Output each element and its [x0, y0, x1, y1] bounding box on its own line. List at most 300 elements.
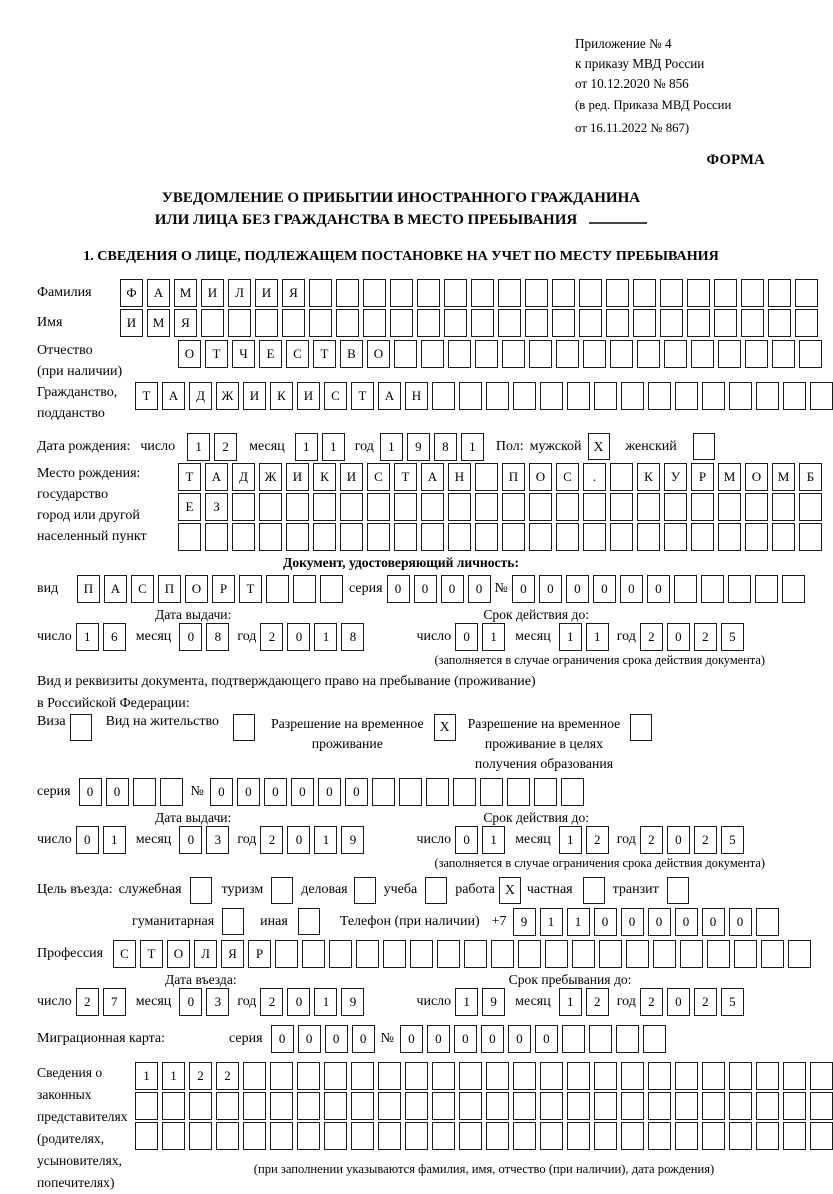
form-cell[interactable]: 1 — [380, 433, 403, 461]
form-cell[interactable]: 2 — [640, 623, 663, 651]
form-cell[interactable]: Л — [228, 279, 251, 307]
form-cell[interactable] — [459, 1092, 482, 1120]
form-cell[interactable] — [459, 1122, 482, 1150]
form-cell[interactable]: 0 — [621, 908, 644, 936]
form-cell[interactable] — [255, 309, 278, 337]
form-cell[interactable] — [755, 575, 778, 603]
residence-series-cells[interactable] — [79, 778, 183, 806]
doc-expiry-year-cells[interactable] — [640, 623, 744, 651]
form-cell[interactable] — [266, 575, 289, 603]
form-cell[interactable] — [502, 493, 525, 521]
form-cell[interactable] — [567, 382, 590, 410]
form-cell[interactable] — [718, 523, 741, 551]
form-cell[interactable] — [795, 279, 818, 307]
form-cell[interactable] — [633, 279, 656, 307]
entry-month-cells[interactable] — [179, 988, 229, 1016]
phone-cells[interactable] — [513, 908, 779, 936]
form-cell[interactable]: 8 — [341, 623, 364, 651]
form-cell[interactable]: 5 — [721, 988, 744, 1016]
form-cell[interactable] — [160, 778, 183, 806]
form-cell[interactable]: И — [340, 463, 363, 491]
form-cell[interactable] — [270, 1062, 293, 1090]
form-cell[interactable] — [324, 1122, 347, 1150]
form-cell[interactable]: 0 — [512, 575, 535, 603]
form-cell[interactable] — [637, 493, 660, 521]
form-cell[interactable] — [313, 493, 336, 521]
form-cell[interactable] — [761, 940, 784, 968]
birth-place-cells-row3[interactable] — [178, 523, 822, 551]
form-cell[interactable] — [772, 340, 795, 368]
form-cell[interactable]: А — [104, 575, 127, 603]
form-cell[interactable] — [660, 279, 683, 307]
migration-number-cells[interactable] — [400, 1025, 666, 1053]
form-cell[interactable] — [567, 1062, 590, 1090]
form-cell[interactable] — [378, 1122, 401, 1150]
form-cell[interactable] — [664, 493, 687, 521]
form-cell[interactable] — [745, 523, 768, 551]
form-cell[interactable] — [633, 309, 656, 337]
form-cell[interactable]: 2 — [640, 988, 663, 1016]
doc-expiry-month-cells[interactable] — [559, 623, 609, 651]
form-cell[interactable] — [405, 1062, 428, 1090]
form-cell[interactable]: 0 — [352, 1025, 375, 1053]
form-cell[interactable] — [216, 1122, 239, 1150]
form-cell[interactable] — [772, 493, 795, 521]
form-cell[interactable]: Т — [394, 463, 417, 491]
form-cell[interactable] — [286, 523, 309, 551]
form-cell[interactable]: 0 — [79, 778, 102, 806]
form-cell[interactable] — [480, 778, 503, 806]
form-cell[interactable] — [756, 1122, 779, 1150]
form-cell[interactable]: 0 — [271, 1025, 294, 1053]
form-cell[interactable] — [394, 493, 417, 521]
form-cell[interactable] — [475, 340, 498, 368]
form-cell[interactable]: С — [367, 463, 390, 491]
form-cell[interactable] — [297, 1092, 320, 1120]
form-cell[interactable]: Ж — [259, 463, 282, 491]
form-cell[interactable] — [675, 1062, 698, 1090]
form-cell[interactable]: Р — [248, 940, 271, 968]
form-cell[interactable] — [471, 309, 494, 337]
citizenship-cells[interactable] — [135, 382, 833, 410]
form-cell[interactable] — [583, 340, 606, 368]
form-cell[interactable]: 2 — [76, 988, 99, 1016]
form-cell[interactable] — [178, 523, 201, 551]
doc-kind-cells[interactable] — [77, 575, 343, 603]
migration-series-cells[interactable] — [271, 1025, 375, 1053]
form-cell[interactable]: И — [297, 382, 320, 410]
form-cell[interactable] — [579, 309, 602, 337]
form-cell[interactable] — [201, 309, 224, 337]
representatives-cells-row3[interactable] — [135, 1122, 833, 1150]
form-cell[interactable] — [529, 493, 552, 521]
form-cell[interactable]: 1 — [567, 908, 590, 936]
form-cell[interactable] — [162, 1092, 185, 1120]
form-cell[interactable] — [799, 523, 822, 551]
form-cell[interactable]: 1 — [162, 1062, 185, 1090]
form-cell[interactable] — [464, 940, 487, 968]
form-cell[interactable] — [606, 309, 629, 337]
form-cell[interactable]: 9 — [482, 988, 505, 1016]
form-cell[interactable]: 0 — [455, 623, 478, 651]
form-cell[interactable]: 0 — [539, 575, 562, 603]
form-cell[interactable]: Р — [691, 463, 714, 491]
form-cell[interactable] — [675, 1122, 698, 1150]
form-cell[interactable] — [572, 940, 595, 968]
form-cell[interactable] — [459, 382, 482, 410]
form-cell[interactable] — [410, 940, 433, 968]
form-cell[interactable]: 6 — [103, 623, 126, 651]
form-cell[interactable]: 8 — [206, 623, 229, 651]
form-cell[interactable] — [459, 1062, 482, 1090]
purpose-business-checkbox[interactable] — [354, 877, 376, 904]
form-cell[interactable] — [741, 279, 764, 307]
form-cell[interactable]: 0 — [387, 575, 410, 603]
form-cell[interactable]: Я — [221, 940, 244, 968]
form-cell[interactable]: Р — [212, 575, 235, 603]
form-cell[interactable] — [135, 1092, 158, 1120]
form-cell[interactable] — [471, 279, 494, 307]
birth-day-cells[interactable] — [187, 433, 237, 461]
form-cell[interactable] — [680, 940, 703, 968]
form-cell[interactable]: Я — [174, 309, 197, 337]
form-cell[interactable] — [621, 1092, 644, 1120]
form-cell[interactable] — [437, 940, 460, 968]
form-cell[interactable] — [707, 940, 730, 968]
form-cell[interactable] — [810, 1062, 833, 1090]
form-cell[interactable] — [594, 1092, 617, 1120]
form-cell[interactable]: О — [185, 575, 208, 603]
form-cell[interactable]: Т — [313, 340, 336, 368]
form-cell[interactable] — [664, 523, 687, 551]
form-cell[interactable] — [552, 279, 575, 307]
form-cell[interactable]: 0 — [414, 575, 437, 603]
form-cell[interactable] — [621, 382, 644, 410]
visa-checkbox[interactable] — [70, 714, 92, 741]
form-cell[interactable] — [286, 493, 309, 521]
form-cell[interactable]: 2 — [260, 623, 283, 651]
form-cell[interactable] — [745, 340, 768, 368]
form-cell[interactable] — [594, 382, 617, 410]
form-cell[interactable]: 7 — [103, 988, 126, 1016]
form-cell[interactable] — [745, 493, 768, 521]
form-cell[interactable]: 0 — [345, 778, 368, 806]
form-cell[interactable]: 0 — [535, 1025, 558, 1053]
form-cell[interactable] — [701, 575, 724, 603]
form-cell[interactable]: 0 — [675, 908, 698, 936]
form-cell[interactable] — [270, 1092, 293, 1120]
form-cell[interactable] — [702, 1092, 725, 1120]
form-cell[interactable]: 0 — [593, 575, 616, 603]
form-cell[interactable] — [232, 493, 255, 521]
form-cell[interactable]: М — [147, 309, 170, 337]
purpose-tourism-checkbox[interactable] — [271, 877, 293, 904]
form-cell[interactable] — [702, 382, 725, 410]
form-cell[interactable] — [643, 1025, 666, 1053]
form-cell[interactable]: 1 — [559, 623, 582, 651]
form-cell[interactable] — [390, 309, 413, 337]
form-cell[interactable] — [674, 575, 697, 603]
birth-year-cells[interactable] — [380, 433, 484, 461]
form-cell[interactable]: О — [178, 340, 201, 368]
form-cell[interactable] — [788, 940, 811, 968]
form-cell[interactable]: Т — [135, 382, 158, 410]
form-cell[interactable]: 1 — [295, 433, 318, 461]
form-cell[interactable] — [351, 1062, 374, 1090]
form-cell[interactable] — [589, 1025, 612, 1053]
form-cell[interactable] — [562, 1025, 585, 1053]
form-cell[interactable]: 0 — [667, 826, 690, 854]
form-cell[interactable]: 0 — [481, 1025, 504, 1053]
form-cell[interactable] — [309, 279, 332, 307]
form-cell[interactable]: Я — [282, 279, 305, 307]
form-cell[interactable] — [714, 309, 737, 337]
form-cell[interactable] — [390, 279, 413, 307]
form-cell[interactable] — [621, 1062, 644, 1090]
form-cell[interactable]: О — [529, 463, 552, 491]
form-cell[interactable] — [664, 340, 687, 368]
doc-issue-day-cells[interactable] — [76, 623, 126, 651]
form-cell[interactable] — [782, 575, 805, 603]
form-cell[interactable] — [783, 382, 806, 410]
form-cell[interactable] — [756, 908, 779, 936]
form-cell[interactable]: Ч — [232, 340, 255, 368]
form-cell[interactable] — [729, 1062, 752, 1090]
patronymic-cells[interactable] — [178, 340, 822, 368]
form-cell[interactable] — [567, 1122, 590, 1150]
purpose-transit-checkbox[interactable] — [667, 877, 689, 904]
form-cell[interactable]: 0 — [647, 575, 670, 603]
form-cell[interactable] — [795, 309, 818, 337]
form-cell[interactable]: С — [324, 382, 347, 410]
form-cell[interactable]: Н — [405, 382, 428, 410]
form-cell[interactable] — [282, 309, 305, 337]
form-cell[interactable] — [610, 340, 633, 368]
form-cell[interactable] — [783, 1092, 806, 1120]
form-cell[interactable] — [421, 340, 444, 368]
form-cell[interactable]: 2 — [640, 826, 663, 854]
form-cell[interactable] — [783, 1062, 806, 1090]
form-cell[interactable]: Б — [799, 463, 822, 491]
purpose-work-checkbox[interactable]: X — [499, 877, 521, 904]
form-cell[interactable] — [648, 1122, 671, 1150]
form-cell[interactable] — [417, 279, 440, 307]
form-cell[interactable] — [616, 1025, 639, 1053]
form-cell[interactable] — [302, 940, 325, 968]
form-cell[interactable] — [610, 493, 633, 521]
form-cell[interactable]: Л — [194, 940, 217, 968]
form-cell[interactable] — [432, 1122, 455, 1150]
form-cell[interactable]: 3 — [206, 988, 229, 1016]
form-cell[interactable] — [243, 1062, 266, 1090]
form-cell[interactable]: Т — [178, 463, 201, 491]
form-cell[interactable] — [783, 1122, 806, 1150]
form-cell[interactable]: 2 — [586, 988, 609, 1016]
form-cell[interactable]: 1 — [314, 988, 337, 1016]
form-cell[interactable] — [579, 279, 602, 307]
doc-number-cells[interactable] — [512, 575, 805, 603]
form-cell[interactable] — [545, 940, 568, 968]
birth-place-cells-row2[interactable] — [178, 493, 822, 521]
form-cell[interactable] — [394, 340, 417, 368]
form-cell[interactable]: . — [583, 463, 606, 491]
form-cell[interactable]: 0 — [298, 1025, 321, 1053]
form-cell[interactable] — [810, 1122, 833, 1150]
form-cell[interactable]: 2 — [260, 988, 283, 1016]
form-cell[interactable] — [756, 382, 779, 410]
form-cell[interactable] — [799, 493, 822, 521]
form-cell[interactable] — [491, 940, 514, 968]
form-cell[interactable] — [405, 1122, 428, 1150]
form-cell[interactable] — [340, 523, 363, 551]
form-cell[interactable] — [594, 1122, 617, 1150]
form-cell[interactable]: 0 — [325, 1025, 348, 1053]
form-cell[interactable]: 2 — [694, 988, 717, 1016]
form-cell[interactable] — [525, 279, 548, 307]
form-cell[interactable] — [453, 778, 476, 806]
form-cell[interactable]: Е — [178, 493, 201, 521]
stay-day-cells[interactable] — [455, 988, 505, 1016]
form-cell[interactable]: 0 — [441, 575, 464, 603]
form-cell[interactable] — [320, 575, 343, 603]
form-cell[interactable] — [363, 309, 386, 337]
form-cell[interactable] — [351, 1122, 374, 1150]
form-cell[interactable] — [502, 340, 525, 368]
doc-series-cells[interactable] — [387, 575, 491, 603]
form-cell[interactable] — [507, 778, 530, 806]
form-cell[interactable]: 9 — [341, 988, 364, 1016]
residence-issue-month-cells[interactable] — [179, 826, 229, 854]
form-cell[interactable]: И — [255, 279, 278, 307]
form-cell[interactable] — [383, 940, 406, 968]
form-cell[interactable] — [324, 1092, 347, 1120]
form-cell[interactable] — [270, 1122, 293, 1150]
form-cell[interactable] — [648, 1062, 671, 1090]
form-cell[interactable] — [556, 340, 579, 368]
form-cell[interactable] — [648, 382, 671, 410]
form-cell[interactable]: О — [367, 340, 390, 368]
residence-issue-day-cells[interactable] — [76, 826, 126, 854]
doc-expiry-day-cells[interactable] — [455, 623, 505, 651]
form-cell[interactable] — [741, 309, 764, 337]
temp-residence-checkbox[interactable]: X — [434, 714, 456, 741]
form-cell[interactable]: 5 — [721, 623, 744, 651]
form-cell[interactable]: 0 — [318, 778, 341, 806]
form-cell[interactable]: О — [745, 463, 768, 491]
representatives-cells-row1[interactable] — [135, 1062, 833, 1090]
form-cell[interactable] — [718, 493, 741, 521]
form-cell[interactable]: Д — [232, 463, 255, 491]
purpose-official-checkbox[interactable] — [190, 877, 212, 904]
form-cell[interactable]: 3 — [206, 826, 229, 854]
form-cell[interactable]: 0 — [566, 575, 589, 603]
form-cell[interactable]: Ф — [120, 279, 143, 307]
form-cell[interactable]: 0 — [76, 826, 99, 854]
form-cell[interactable] — [714, 279, 737, 307]
form-cell[interactable] — [687, 279, 710, 307]
form-cell[interactable]: 1 — [586, 623, 609, 651]
form-cell[interactable] — [718, 340, 741, 368]
form-cell[interactable]: 0 — [729, 908, 752, 936]
form-cell[interactable]: 1 — [322, 433, 345, 461]
form-cell[interactable]: 1 — [455, 988, 478, 1016]
stay-month-cells[interactable] — [559, 988, 609, 1016]
form-cell[interactable]: 1 — [314, 623, 337, 651]
form-cell[interactable]: 0 — [287, 623, 310, 651]
form-cell[interactable]: 0 — [667, 988, 690, 1016]
form-cell[interactable]: С — [556, 463, 579, 491]
form-cell[interactable] — [648, 1092, 671, 1120]
form-cell[interactable]: О — [167, 940, 190, 968]
form-cell[interactable] — [525, 309, 548, 337]
form-cell[interactable]: Т — [351, 382, 374, 410]
form-cell[interactable] — [351, 1092, 374, 1120]
form-cell[interactable]: 1 — [314, 826, 337, 854]
form-cell[interactable]: П — [158, 575, 181, 603]
form-cell[interactable] — [324, 1062, 347, 1090]
form-cell[interactable]: 0 — [179, 623, 202, 651]
form-cell[interactable]: Ж — [216, 382, 239, 410]
form-cell[interactable] — [228, 309, 251, 337]
form-cell[interactable] — [540, 1122, 563, 1150]
form-cell[interactable] — [340, 493, 363, 521]
form-cell[interactable] — [293, 575, 316, 603]
form-cell[interactable] — [513, 382, 536, 410]
form-cell[interactable]: А — [205, 463, 228, 491]
form-cell[interactable]: А — [378, 382, 401, 410]
purpose-study-checkbox[interactable] — [425, 877, 447, 904]
form-cell[interactable]: С — [131, 575, 154, 603]
form-cell[interactable]: 0 — [427, 1025, 450, 1053]
form-cell[interactable] — [486, 1062, 509, 1090]
form-cell[interactable] — [529, 523, 552, 551]
form-cell[interactable]: П — [77, 575, 100, 603]
stay-year-cells[interactable] — [640, 988, 744, 1016]
form-cell[interactable] — [702, 1062, 725, 1090]
form-cell[interactable] — [687, 309, 710, 337]
birth-place-cells-row1[interactable] — [178, 463, 822, 491]
form-cell[interactable] — [556, 523, 579, 551]
form-cell[interactable]: 0 — [594, 908, 617, 936]
form-cell[interactable] — [448, 493, 471, 521]
form-cell[interactable]: 0 — [106, 778, 129, 806]
form-cell[interactable]: 0 — [179, 988, 202, 1016]
purpose-private-checkbox[interactable] — [583, 877, 605, 904]
form-cell[interactable] — [583, 493, 606, 521]
form-cell[interactable]: И — [120, 309, 143, 337]
form-cell[interactable] — [518, 940, 541, 968]
form-cell[interactable]: 1 — [540, 908, 563, 936]
firstname-cells[interactable] — [120, 309, 818, 337]
form-cell[interactable]: И — [243, 382, 266, 410]
form-cell[interactable] — [421, 493, 444, 521]
residence-permit-checkbox[interactable] — [233, 714, 255, 741]
form-cell[interactable]: С — [286, 340, 309, 368]
form-cell[interactable] — [313, 523, 336, 551]
form-cell[interactable] — [653, 940, 676, 968]
form-cell[interactable]: 9 — [513, 908, 536, 936]
form-cell[interactable]: У — [664, 463, 687, 491]
form-cell[interactable] — [475, 493, 498, 521]
form-cell[interactable] — [583, 523, 606, 551]
form-cell[interactable]: 2 — [586, 826, 609, 854]
form-cell[interactable] — [728, 575, 751, 603]
form-cell[interactable] — [297, 1062, 320, 1090]
form-cell[interactable]: М — [772, 463, 795, 491]
form-cell[interactable] — [259, 493, 282, 521]
form-cell[interactable]: 8 — [434, 433, 457, 461]
form-cell[interactable] — [729, 1122, 752, 1150]
